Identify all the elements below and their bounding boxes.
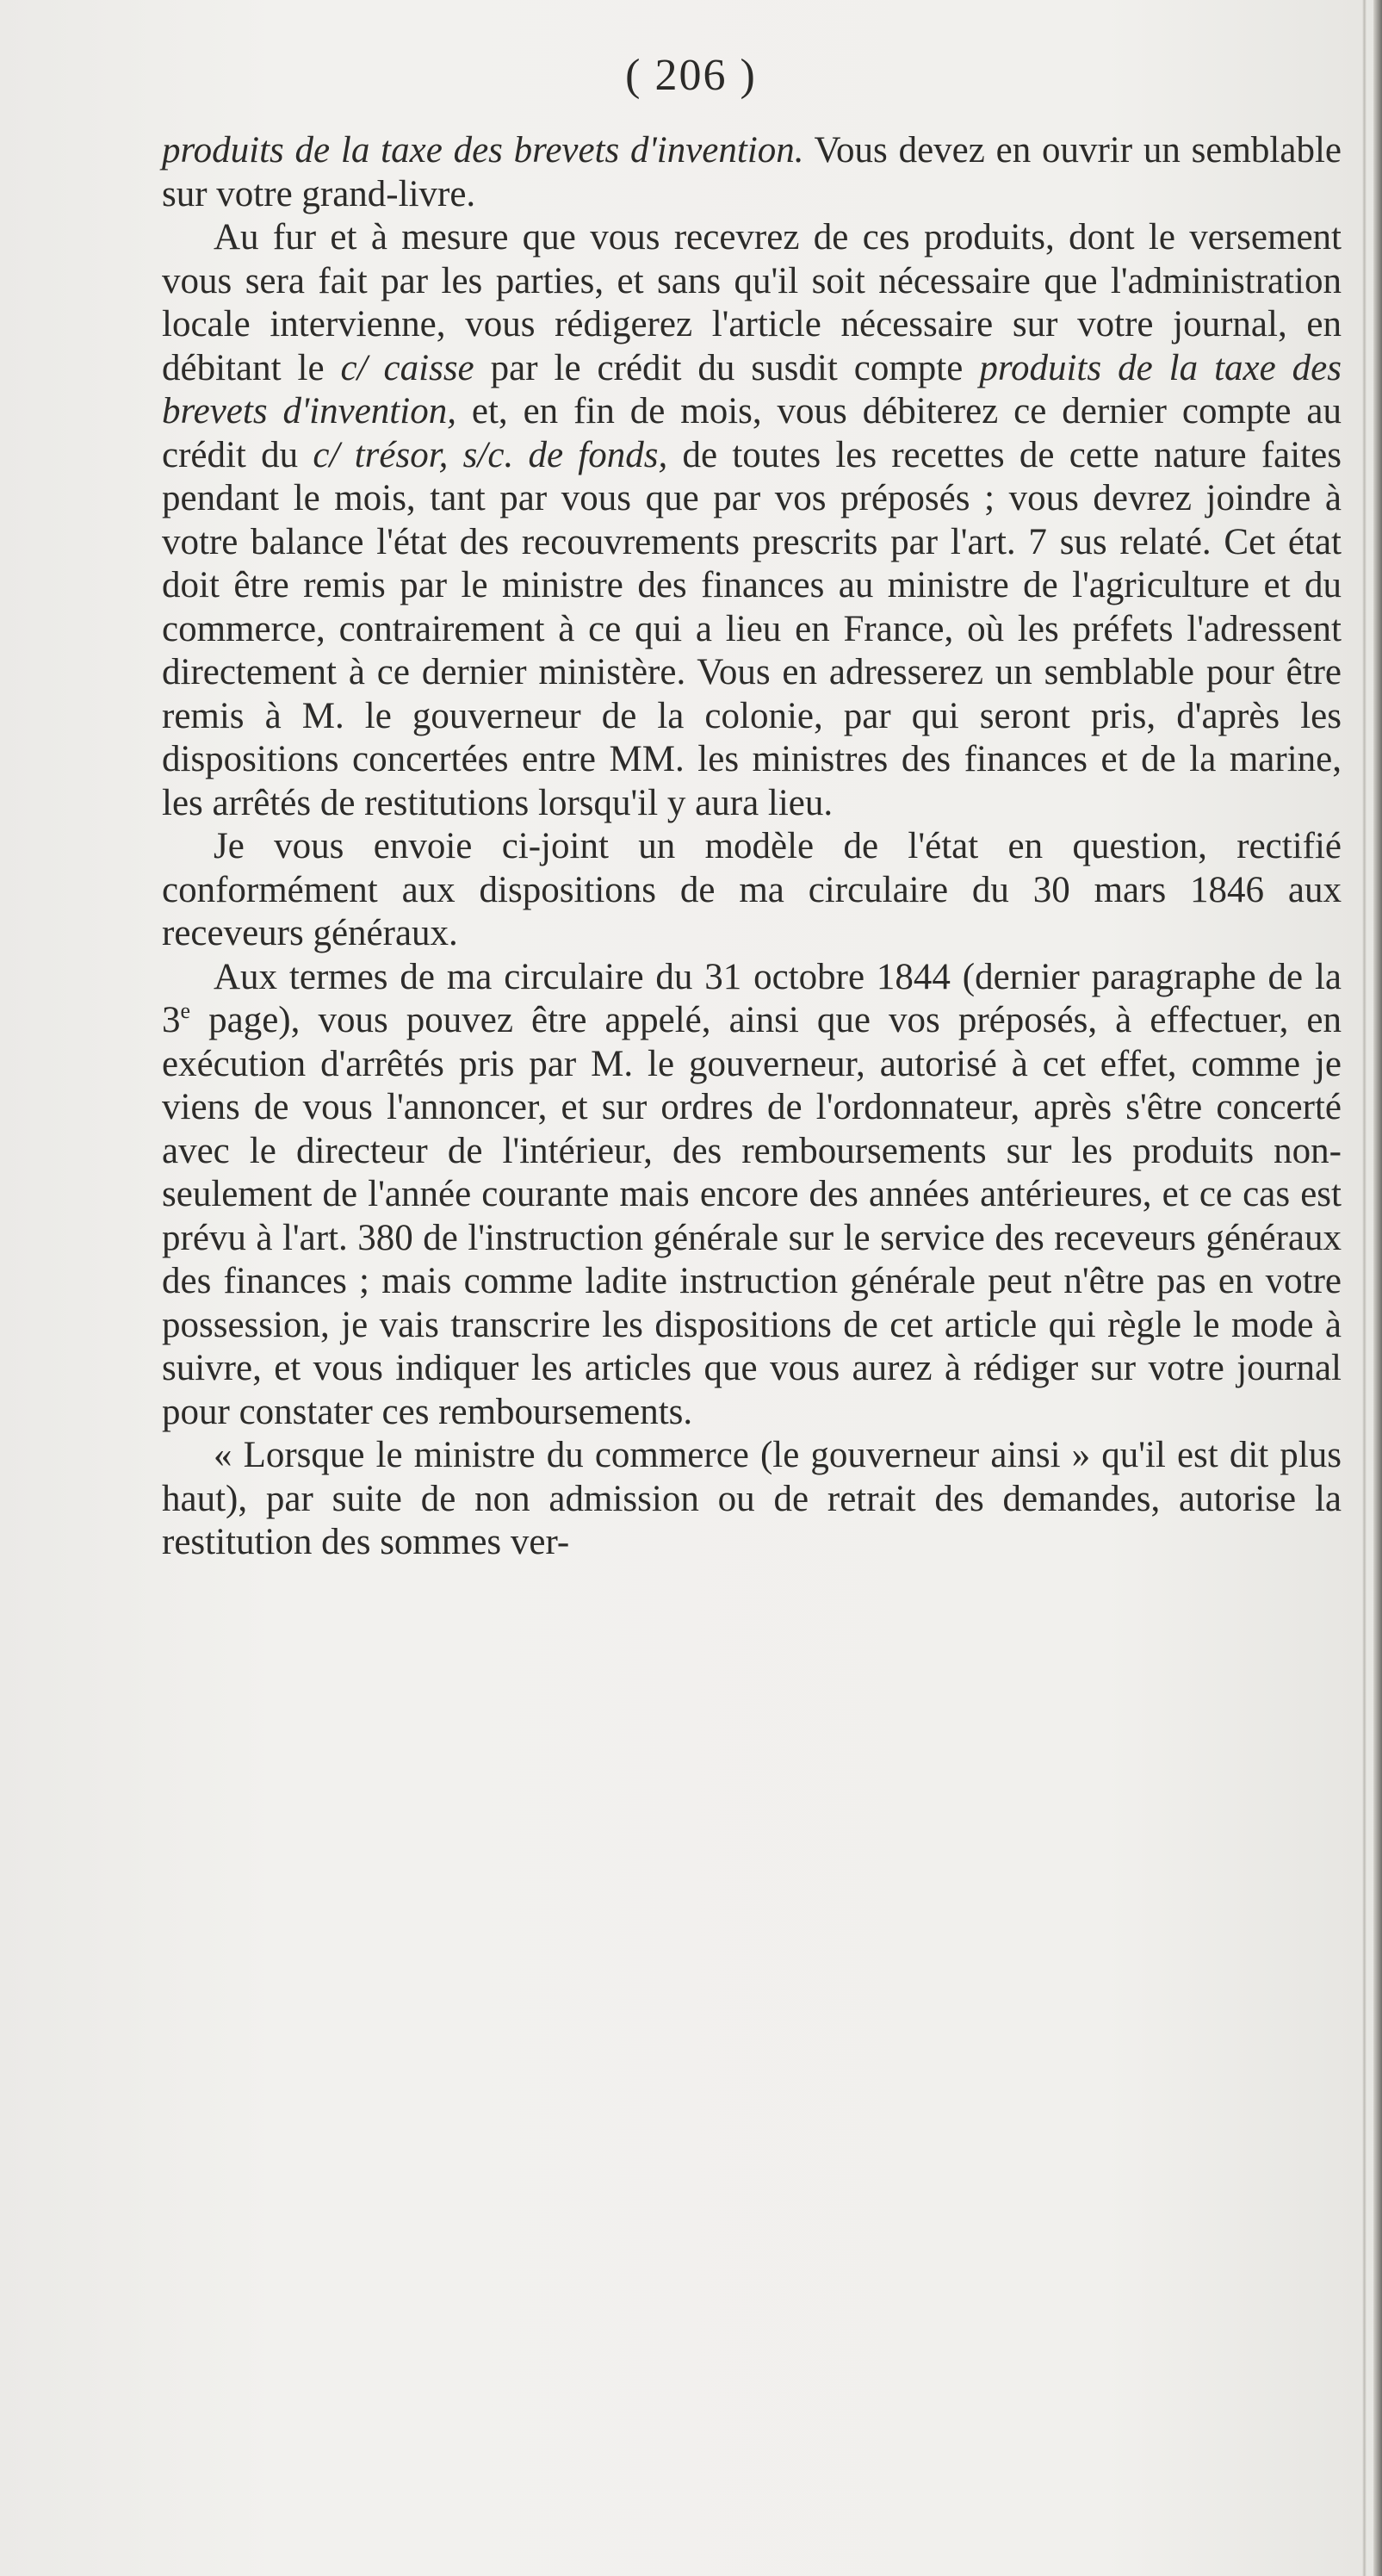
text-run: Je vous envoie ci-joint un modèle de l'état en question, rectifié conformément aux dispositions de ma circulaire du 30 mars 1846 aux receveurs généraux. (162, 826, 1342, 953)
text-run: page), vous pouvez être appelé, ainsi que vos préposés, à effectuer, en exécution d'arrêtés pris par M. le gouverneur, autorisé à cet effet, comme je viens de vous l'annoncer, et sur ordres de l'ordonnateur, après s'être concerté avec le directeur de l'intérieur, des remboursements sur les produits non-seulement de l'année courante mais encore des années antérieures, et ce cas est prévu à l'art. 380 de l'instruction générale sur le service des receveurs généraux des finances ; mais comme ladite instruction générale peut n'être pas en votre possession, je vais transcrire les dispositions de cet article qui règle le mode à suivre, et vous indiquer les articles que vous aurez à rédiger sur votre journal pour constater ces remboursements. (162, 1000, 1342, 1432)
text-run: et, en fin de mois, vous débiterez ce dernier compte au crédit du (162, 391, 1342, 475)
italic-text: c/ caisse (340, 347, 474, 388)
italic-text: produits de la taxe des brevets d'invention, (162, 347, 1342, 431)
text-run: Vous devez en ouvrir un semblable sur votre grand-livre. (162, 130, 1342, 214)
text-run: de toutes les recettes de cette nature faites pendant le mois, tant par vous que par vos préposés ; vous devrez joindre à votre balance l'état des recouvrements prescrits par l'art. 7 sus relaté. Cet état doit être remis par le ministre des finances au ministre de l'agriculture et du commerce, contrairement à ce qui a lieu en France, où les préfets l'adressent directement à ce dernier ministère. Vous en adresserez un semblable pour être remis à M. le gouverneur de la colonie, par qui seront pris, d'après les dispositions concertées entre MM. les ministres des finances et de la marine, les arrêtés de restitutions lorsqu'il y aura lieu. (162, 434, 1342, 823)
paragraph (162, 129, 1342, 216)
paragraph (162, 825, 1342, 956)
page-gutter-shadow (1362, 0, 1367, 2576)
text-run: « Lorsque le ministre du commerce (le gouverneur ainsi » qu'il est dit plus haut), par suite de non admission ou de retrait des demandes, autorise la restitution des sommes ver- (162, 1435, 1342, 1562)
text-run: Aux termes de ma circulaire du 31 octobre 1844 (dernier paragraphe de la 3 (162, 956, 1342, 1040)
page-edge (1373, 0, 1382, 2576)
paragraph (162, 1434, 1342, 1565)
italic-text: c/ trésor, s/c. de fonds, (313, 434, 668, 475)
superscript: e (180, 998, 191, 1023)
italic-text: produits de la taxe des brevets d'invention. (162, 130, 804, 171)
paragraph (162, 216, 1342, 825)
page-number: ( 206 ) (625, 51, 757, 100)
text-run: Au fur et à mesure que vous recevrez de ces produits, dont le versement vous sera fait par les parties, et sans qu'il soit nécessaire que l'administration locale intervienne, vous rédigerez l'article nécessaire sur votre journal, en débitant le (162, 217, 1342, 388)
paragraph (162, 956, 1342, 1435)
body-text (162, 129, 1342, 1565)
text-run: par le crédit du susdit compte (474, 347, 980, 388)
